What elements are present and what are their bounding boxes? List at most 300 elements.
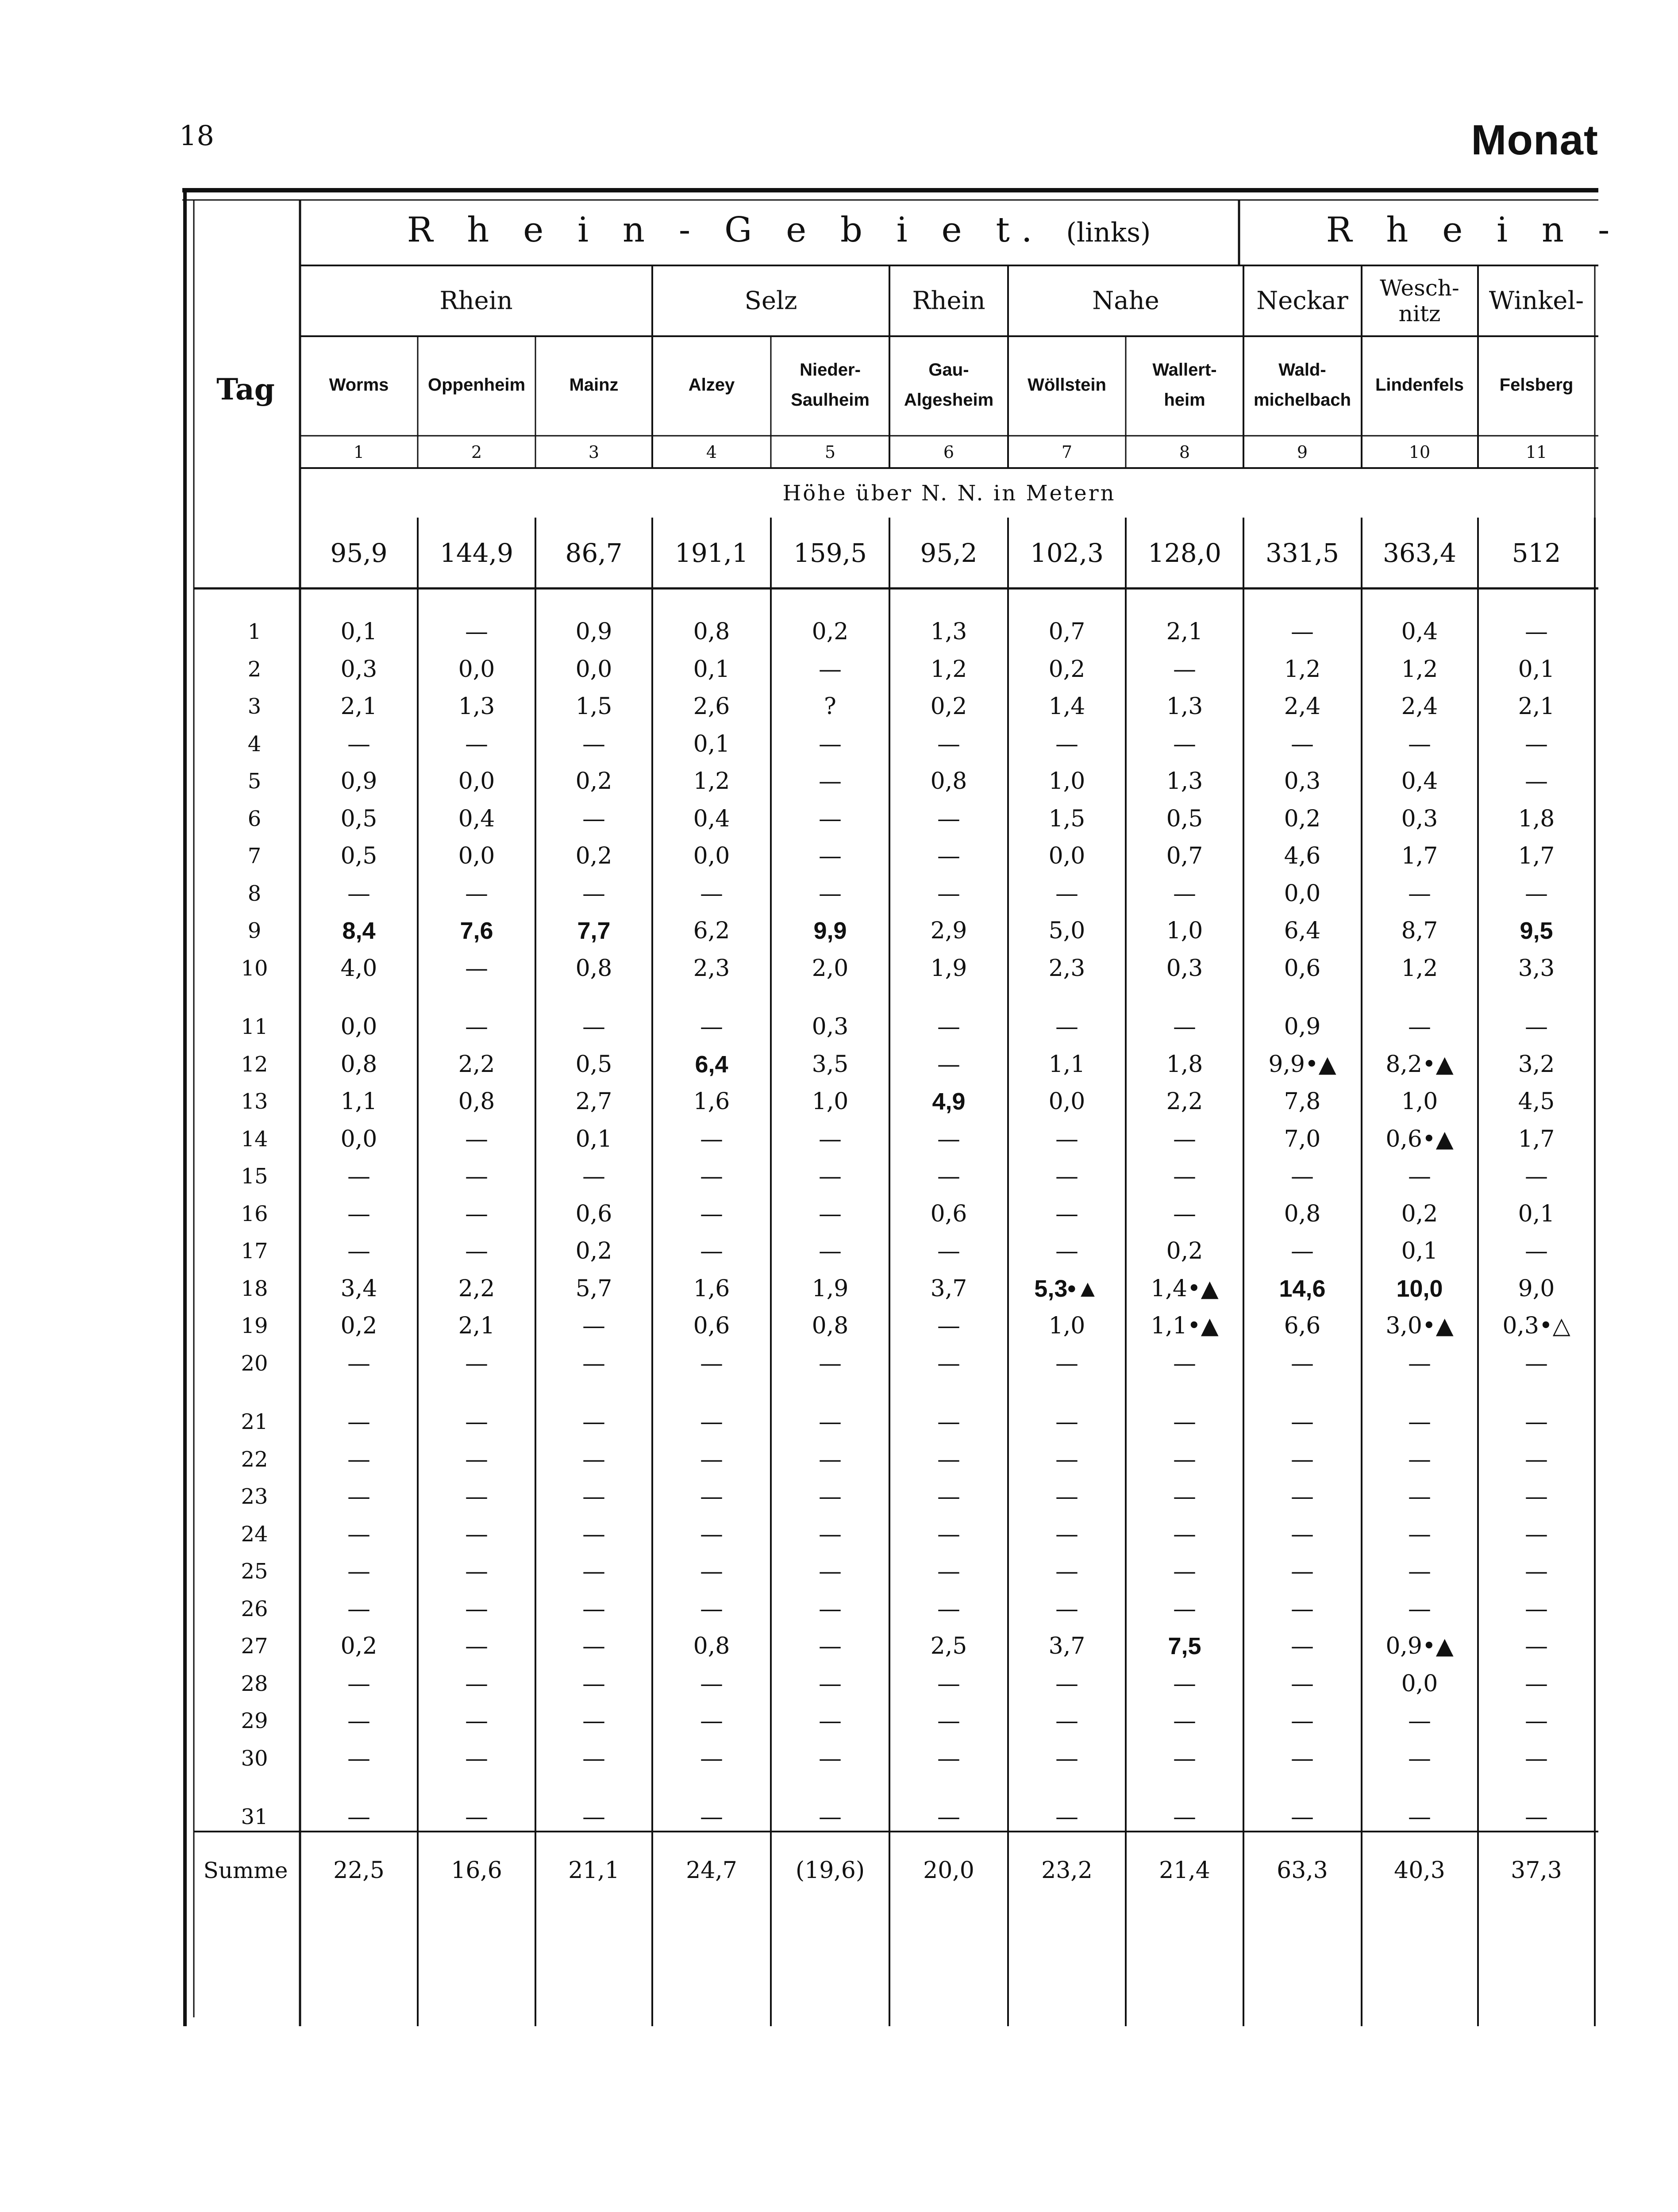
hoehe-value: 128,0 <box>1147 538 1222 568</box>
table-cell: ? <box>824 693 836 720</box>
table-cell: — <box>1408 1163 1431 1190</box>
table-cell: 5,0 <box>1048 918 1085 944</box>
table-cell: — <box>937 1745 960 1772</box>
table-cell: 0,3 <box>1284 768 1321 795</box>
table-cell: — <box>700 1708 723 1734</box>
table-cell: — <box>1525 730 1548 757</box>
day-number: 8 <box>247 881 262 906</box>
table-cell: 3,7 <box>1048 1633 1085 1659</box>
table-cell: — <box>465 730 488 757</box>
table-cell: — <box>582 1670 605 1697</box>
table-cell: 7,8 <box>1284 1088 1321 1115</box>
summe-value: 23,2 <box>1041 1857 1093 1884</box>
table-cell: 1,2 <box>693 768 730 795</box>
table-cell: 0,0 <box>1048 843 1085 869</box>
tag-header: Tag <box>216 372 275 407</box>
table-cell: — <box>1055 1670 1078 1697</box>
table-cell: — <box>347 730 370 757</box>
table-cell: — <box>937 1409 960 1435</box>
hoehe-value: 363,4 <box>1382 538 1457 568</box>
table-cell: 0,6 <box>930 1200 967 1227</box>
table-cell: — <box>700 1521 723 1548</box>
table-cell: 0,0 <box>1284 880 1321 907</box>
table-cell: 1,3 <box>1166 768 1203 795</box>
day-number: 21 <box>241 1409 268 1434</box>
table-cell: — <box>465 1521 488 1548</box>
table-cell: — <box>1055 1163 1078 1190</box>
table-cell: — <box>347 1200 370 1227</box>
table-cell: — <box>1055 1238 1078 1264</box>
table-cell: — <box>582 880 605 907</box>
table-cell: — <box>937 1313 960 1339</box>
summe-value: 37,3 <box>1511 1857 1562 1884</box>
table-cell: — <box>1055 1804 1078 1830</box>
table-cell: — <box>1291 1350 1314 1377</box>
table-cell: — <box>819 1633 842 1659</box>
summe-value: 22,5 <box>333 1857 385 1884</box>
day-number: 6 <box>247 806 262 831</box>
table-cell: 0,2 <box>1284 805 1321 832</box>
table-cell: — <box>347 1409 370 1435</box>
table-cell: 9,0 <box>1518 1275 1555 1302</box>
table-cell: — <box>1055 730 1078 757</box>
table-cell: 0,2 <box>575 1238 612 1264</box>
table-cell: 3,4 <box>340 1275 377 1302</box>
table-cell: 1,0 <box>1166 918 1203 944</box>
table-cell: 7,6 <box>460 918 493 944</box>
table-cell: — <box>937 1125 960 1152</box>
table-cell: — <box>1291 1595 1314 1622</box>
river-label: Nahe <box>1092 286 1159 315</box>
station-name: Wald- michelbach <box>1253 360 1351 410</box>
table-cell: — <box>347 1521 370 1548</box>
table-cell: 0,8 <box>930 768 967 795</box>
table-cell: 0,8 <box>693 618 730 645</box>
table-cell: — <box>465 1238 488 1264</box>
table-cell: — <box>819 730 842 757</box>
day-number: 15 <box>241 1164 268 1189</box>
table-cell: — <box>819 1238 842 1264</box>
hoehe-value: 95,2 <box>920 538 978 568</box>
table-cell: — <box>1055 1350 1078 1377</box>
hoehe-value: 95,9 <box>330 538 388 568</box>
day-number: 14 <box>241 1126 268 1152</box>
table-cell: — <box>465 955 488 982</box>
table-cell: — <box>819 1409 842 1435</box>
table-cell: 1,6 <box>693 1088 730 1115</box>
table-cell: 2,1 <box>1518 693 1555 720</box>
table-cell: — <box>937 880 960 907</box>
station-number: 5 <box>824 442 836 462</box>
table-cell: 0,7 <box>1048 618 1085 645</box>
station-name: Oppenheim <box>427 375 526 395</box>
table-cell: — <box>700 1409 723 1435</box>
table-cell: 2,4 <box>1401 693 1438 720</box>
table-cell: 0,0 <box>340 1014 377 1040</box>
river-label: Winkel- <box>1489 286 1584 315</box>
table-cell: 4,9 <box>932 1088 966 1115</box>
table-cell: 14,6 <box>1279 1275 1326 1302</box>
day-number: 18 <box>241 1276 268 1301</box>
table-cell: 2,2 <box>1166 1088 1203 1115</box>
table-cell: — <box>465 1125 488 1152</box>
table-cell: — <box>819 1125 842 1152</box>
table-cell: 0,5 <box>1166 805 1203 832</box>
table-cell: 0,8 <box>458 1088 495 1115</box>
summe-value: 21,4 <box>1159 1857 1210 1884</box>
table-cell: — <box>1525 1163 1548 1190</box>
table-cell: — <box>582 1633 605 1659</box>
station-number: 2 <box>471 442 482 462</box>
table-cell: 8,7 <box>1401 918 1438 944</box>
day-number: 3 <box>247 694 262 719</box>
station-number: 4 <box>706 442 717 462</box>
table-cell: — <box>582 1708 605 1734</box>
table-cell: — <box>1173 1804 1196 1830</box>
river-label: Selz <box>744 286 797 315</box>
table-cell: — <box>1408 1446 1431 1473</box>
table-cell: — <box>819 1558 842 1585</box>
table-cell: — <box>465 1558 488 1585</box>
summe-value: 24,7 <box>686 1857 737 1884</box>
table-cell: — <box>1408 1595 1431 1622</box>
table-cell: — <box>1525 1521 1548 1548</box>
table-cell: 0,4 <box>1401 618 1438 645</box>
summe-value: 16,6 <box>451 1857 502 1884</box>
table-cell: — <box>1525 1804 1548 1830</box>
table-cell: — <box>465 1595 488 1622</box>
hoehe-value: 102,3 <box>1030 538 1104 568</box>
table-cell: — <box>937 1521 960 1548</box>
table-cell: — <box>1291 1804 1314 1830</box>
table-cell: 5,7 <box>575 1275 612 1302</box>
station-name: Worms <box>329 375 389 395</box>
table-cell: — <box>1408 730 1431 757</box>
table-cell: — <box>1408 1409 1431 1435</box>
day-number: 17 <box>241 1239 268 1263</box>
table-cell: 7,7 <box>577 918 611 944</box>
table-cell: — <box>1291 1708 1314 1734</box>
table-cell: 2,3 <box>693 955 730 982</box>
day-number: 27 <box>241 1634 268 1659</box>
table-cell: — <box>347 1708 370 1734</box>
table-cell: 2,1 <box>340 693 377 720</box>
table-cell: — <box>1173 880 1196 907</box>
table-cell: — <box>465 1014 488 1040</box>
day-number: 16 <box>241 1201 268 1226</box>
table-cell: — <box>582 1313 605 1339</box>
region-left-label: R h e i n - G e b i e t. <box>407 210 1044 250</box>
table-cell: 0,0 <box>458 843 495 869</box>
table-cell: 2,1 <box>458 1313 495 1339</box>
table-cell: — <box>465 618 488 645</box>
table-cell: — <box>1291 730 1314 757</box>
table-cell: — <box>1525 1745 1548 1772</box>
table-cell: 6,6 <box>1284 1313 1321 1339</box>
table-cell: — <box>1173 1521 1196 1548</box>
table-cell: — <box>937 1014 960 1040</box>
table-cell: — <box>347 880 370 907</box>
day-number: 20 <box>241 1351 268 1376</box>
table-cell: — <box>1291 1745 1314 1772</box>
table-cell: 4,6 <box>1284 843 1321 869</box>
table-cell: — <box>937 1051 960 1078</box>
table-cell: — <box>1173 1595 1196 1622</box>
table-cell: — <box>582 1409 605 1435</box>
table-cell: — <box>1291 618 1314 645</box>
table-cell: 2,3 <box>1048 955 1085 982</box>
river-label: Rhein <box>912 286 985 315</box>
table-cell: — <box>1525 618 1548 645</box>
table-cell: 0,9 <box>575 618 612 645</box>
table-cell: 3,3 <box>1518 955 1555 982</box>
table-cell: 2,4 <box>1284 693 1321 720</box>
day-number: 28 <box>241 1671 268 1696</box>
table-cell: — <box>937 1350 960 1377</box>
table-cell: 6,2 <box>693 918 730 944</box>
table-cell: 0,8 <box>693 1633 730 1659</box>
table-cell: — <box>582 1014 605 1040</box>
table-cell: — <box>1291 1483 1314 1510</box>
table-cell: — <box>347 1350 370 1377</box>
table-cell: — <box>1055 1200 1078 1227</box>
table-cell: — <box>1055 1446 1078 1473</box>
table-cell: — <box>465 1350 488 1377</box>
table-cell: — <box>937 1483 960 1510</box>
table-cell: 0,2 <box>930 693 967 720</box>
table-cell: — <box>1173 1745 1196 1772</box>
table-cell: 0,8 <box>340 1051 377 1078</box>
table-cell: 1,3 <box>1166 693 1203 720</box>
table-cell: 1,2 <box>930 656 967 683</box>
summe-value: 63,3 <box>1277 1857 1328 1884</box>
table-cell: 1,0 <box>812 1088 849 1115</box>
table-cell: — <box>582 1595 605 1622</box>
table-cell: 0,3 <box>812 1014 849 1040</box>
page-title: Monat <box>1471 116 1598 164</box>
day-number: 26 <box>241 1596 268 1621</box>
table-cell: 0,6 <box>575 1200 612 1227</box>
table-cell: 9,9•▲ <box>1268 1051 1336 1078</box>
table-cell: — <box>700 880 723 907</box>
table-cell: 1,5 <box>1048 805 1085 832</box>
table-cell: 1,5 <box>575 693 612 720</box>
table-cell: — <box>1525 1446 1548 1473</box>
table-cell: — <box>347 1238 370 1264</box>
table-cell: — <box>819 656 842 683</box>
table-cell: 0,8 <box>812 1313 849 1339</box>
table-cell: 1,7 <box>1401 843 1438 869</box>
table-cell: — <box>1173 1409 1196 1435</box>
table-cell: — <box>1055 1745 1078 1772</box>
table-cell: 2,0 <box>812 955 849 982</box>
table-cell: — <box>465 1633 488 1659</box>
table-cell: 7,5 <box>1168 1633 1201 1659</box>
table-cell: — <box>819 1595 842 1622</box>
table-cell: 1,2 <box>1401 656 1438 683</box>
hoehe-value: 86,7 <box>565 538 623 568</box>
table-cell: — <box>1055 1595 1078 1622</box>
station-number: 8 <box>1179 442 1190 462</box>
table-cell: — <box>937 1595 960 1622</box>
table-cell: — <box>1291 1163 1314 1190</box>
table-cell: 2,6 <box>693 693 730 720</box>
table-cell: — <box>1525 1595 1548 1622</box>
table-cell: — <box>347 1670 370 1697</box>
table-cell: — <box>1055 1558 1078 1585</box>
station-number: 6 <box>943 442 954 462</box>
table-cell: — <box>465 1409 488 1435</box>
table-cell: — <box>465 1670 488 1697</box>
table-cell: — <box>1291 1670 1314 1697</box>
table-cell: 8,4 <box>342 918 376 944</box>
table-cell: 0,1 <box>693 730 730 757</box>
table-cell: — <box>819 1521 842 1548</box>
table-cell: — <box>700 1238 723 1264</box>
page-number: 18 <box>179 119 214 152</box>
table-cell: — <box>1055 1521 1078 1548</box>
table-cell: — <box>1408 880 1431 907</box>
station-number: 9 <box>1297 442 1308 462</box>
region-left-note: (links) <box>1066 217 1151 248</box>
hoehe-value: 191,1 <box>674 538 749 568</box>
table-cell: 1,9 <box>930 955 967 982</box>
table-cell: — <box>1525 880 1548 907</box>
day-number: 9 <box>247 918 262 943</box>
table-cell: 0,3 <box>1401 805 1438 832</box>
table-cell: — <box>347 1804 370 1830</box>
table-cell: 1,0 <box>1048 1313 1085 1339</box>
table-cell: 0,6 <box>693 1313 730 1339</box>
table-cell: — <box>1173 1163 1196 1190</box>
table-cell: — <box>582 1804 605 1830</box>
table-cell: 0,9•▲ <box>1386 1633 1454 1659</box>
table-cell: — <box>465 1200 488 1227</box>
river-label: Rhein <box>439 286 513 315</box>
table-cell: 1,8 <box>1518 805 1555 832</box>
table-cell: 0,1 <box>575 1125 612 1152</box>
table-cell: — <box>700 1014 723 1040</box>
table-cell: 0,8 <box>1284 1200 1321 1227</box>
table-cell: 0,1 <box>1518 656 1555 683</box>
table-cell: — <box>582 730 605 757</box>
table-cell: — <box>1291 1446 1314 1473</box>
station-number: 1 <box>353 442 365 462</box>
table-cell: 0,0 <box>575 656 612 683</box>
table-cell: 1,6 <box>693 1275 730 1302</box>
table-cell: 6,4 <box>1284 918 1321 944</box>
table-cell: — <box>1055 1409 1078 1435</box>
day-number: 30 <box>241 1746 268 1771</box>
table-cell: — <box>819 1804 842 1830</box>
table-cell: — <box>819 1200 842 1227</box>
table-cell: 0,0 <box>458 768 495 795</box>
table-cell: — <box>700 1125 723 1152</box>
table-cell: — <box>347 1595 370 1622</box>
table-cell: 1,1 <box>1048 1051 1085 1078</box>
hoehe-label: Höhe über N. N. in Metern <box>782 481 1116 506</box>
table-cell: 1,2 <box>1401 955 1438 982</box>
table-cell: — <box>465 1708 488 1734</box>
table-cell: — <box>819 1350 842 1377</box>
table-cell: 5,3•▲ <box>1034 1275 1100 1302</box>
table-cell: 0,1 <box>1401 1238 1438 1264</box>
table-cell: — <box>819 1708 842 1734</box>
table-cell: 0,2 <box>340 1633 377 1659</box>
day-number: 2 <box>247 657 262 682</box>
table-cell: 0,4 <box>1401 768 1438 795</box>
table-cell: 7,0 <box>1284 1125 1321 1152</box>
table-cell: — <box>937 1558 960 1585</box>
table-cell: 2,2 <box>458 1051 495 1078</box>
table-cell: — <box>1525 768 1548 795</box>
hoehe-value: 331,5 <box>1265 538 1339 568</box>
summe-value: 20,0 <box>923 1857 974 1884</box>
river-label: Neckar <box>1256 286 1348 315</box>
table-cell: 1,3 <box>458 693 495 720</box>
river-label: Wesch- nitz <box>1380 275 1459 326</box>
table-cell: 0,4 <box>458 805 495 832</box>
table-cell: 1,7 <box>1518 843 1555 869</box>
table-cell: — <box>1525 1558 1548 1585</box>
table-cell: 1,4•▲ <box>1151 1275 1219 1302</box>
table-cell: — <box>1173 656 1196 683</box>
table-cell: 2,7 <box>575 1088 612 1115</box>
table-cell: 1,7 <box>1518 1125 1555 1152</box>
table-cell: 1,2 <box>1284 656 1321 683</box>
day-number: 12 <box>241 1052 268 1077</box>
table-cell: 9,9 <box>813 918 847 944</box>
station-number: 7 <box>1061 442 1073 462</box>
table-cell: — <box>937 730 960 757</box>
table-cell: — <box>937 1708 960 1734</box>
table-cell: — <box>700 1350 723 1377</box>
day-number: 5 <box>247 769 262 794</box>
table-cell: — <box>465 1446 488 1473</box>
table-cell: 1,8 <box>1166 1051 1203 1078</box>
table-cell: — <box>1408 1745 1431 1772</box>
table-cell: — <box>1291 1558 1314 1585</box>
table-cell: 0,2 <box>575 768 612 795</box>
table-cell: — <box>937 1238 960 1264</box>
hoehe-value: 512 <box>1512 538 1561 568</box>
table-cell: — <box>700 1446 723 1473</box>
table-cell: — <box>1173 1483 1196 1510</box>
table-cell: — <box>1525 1350 1548 1377</box>
day-number: 25 <box>241 1559 268 1584</box>
day-number: 4 <box>247 731 262 757</box>
table-cell: — <box>1408 1014 1431 1040</box>
table-cell: — <box>700 1595 723 1622</box>
table-cell: 2,1 <box>1166 618 1203 645</box>
day-number: 29 <box>241 1709 268 1733</box>
table-cell: — <box>1291 1633 1314 1659</box>
table-cell: 6,4 <box>695 1051 728 1078</box>
table-cell: — <box>1525 1670 1548 1697</box>
day-number: 31 <box>241 1805 268 1829</box>
table-cell: 0,0 <box>693 843 730 869</box>
table-cell: — <box>347 1446 370 1473</box>
table-cell: — <box>1173 1200 1196 1227</box>
table-cell: — <box>465 1163 488 1190</box>
table-cell: 1,0 <box>1401 1088 1438 1115</box>
table-cell: 8,2•▲ <box>1386 1051 1454 1078</box>
table-cell: — <box>700 1745 723 1772</box>
table-cell: — <box>1173 1125 1196 1152</box>
table-cell: 0,0 <box>1401 1670 1438 1697</box>
table-cell: 10,0 <box>1396 1275 1443 1302</box>
table-cell: 0,5 <box>340 843 377 869</box>
